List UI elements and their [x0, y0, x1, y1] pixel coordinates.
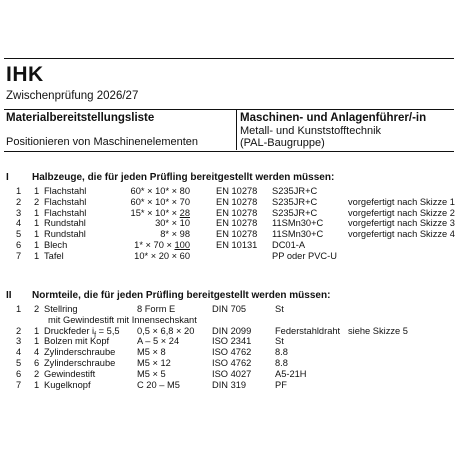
item-norm: EN 10278	[216, 229, 258, 240]
list-item	[0, 326, 458, 337]
item-name: Rundstahl	[44, 218, 86, 229]
ihk-logo: IHK	[6, 63, 44, 86]
item-quantity: 1	[34, 336, 40, 347]
item-note: vorgefertigt nach Skizze 2	[348, 207, 455, 218]
item-norm: ISO 2341	[212, 336, 252, 347]
item-name: Flachstahl	[44, 207, 87, 218]
item-dimensions	[134, 251, 190, 261]
item-dimensions: 0,5 × 6,8 × 20	[137, 325, 195, 336]
item-name-main: Druckfeder i	[44, 325, 95, 336]
job-title: Maschinen- und Anlagenführer/-in	[240, 112, 427, 124]
item-material: St	[275, 304, 284, 314]
list-item	[0, 229, 458, 240]
item-name: Stellring	[44, 304, 78, 314]
item-quantity: 1	[34, 379, 40, 390]
item-name-tail: = 5,5	[96, 325, 120, 336]
item-norm: DIN 2099	[212, 325, 252, 336]
dimension-length: 10	[179, 218, 190, 229]
list-item	[0, 240, 458, 251]
section-heading: Normteile, die für jeden Prüfling bereitgestellt werden müssen:	[32, 290, 331, 301]
section-2-header	[6, 290, 456, 304]
dimension-prefix: 30* ×	[155, 218, 180, 229]
dimension-prefix: 1* × 70 ×	[134, 239, 175, 250]
item-name: Zylinderschraube	[44, 347, 116, 358]
item-quantity: 1	[34, 207, 40, 218]
dimension-length: 100	[174, 239, 190, 250]
item-norm: EN 10278	[216, 207, 258, 218]
list-item	[0, 197, 458, 208]
item-position: 1	[16, 304, 22, 314]
item-norm: EN 10278	[216, 196, 258, 207]
dimension-prefix: 60* × 10* ×	[130, 186, 180, 196]
item-quantity: 1	[34, 250, 40, 261]
item-position: 6	[16, 239, 22, 250]
item-position: 2	[16, 325, 22, 336]
item-material: DC01-A	[272, 239, 306, 250]
item-note: vorgefertigt nach Skizze 4	[348, 229, 455, 240]
item-norm: ISO 4762	[212, 347, 252, 358]
item-name: Flachstahl	[44, 186, 87, 196]
item-dimensions	[131, 208, 190, 218]
dimension-length: 70	[179, 196, 190, 207]
list-item	[0, 304, 458, 315]
header-divider	[4, 109, 454, 110]
dimension-prefix: 15* × 10* ×	[130, 207, 180, 218]
item-material: 8.8	[275, 347, 288, 358]
item-name: Blech	[44, 239, 68, 250]
item-material: PP oder PVC-U	[272, 250, 337, 261]
job-line-1: Metall- und Kunststofftechnik	[240, 125, 382, 137]
list-item	[0, 315, 458, 326]
item-dimensions	[131, 186, 190, 196]
header-column-divider	[236, 109, 237, 150]
item-position: 2	[16, 196, 22, 207]
section-heading: Halbzeuge, die für jeden Prüfling bereitgestellt werden müssen:	[32, 172, 335, 183]
item-position: 6	[16, 368, 22, 379]
item-name: Zylinderschraube	[44, 357, 116, 368]
dimension-prefix: 8* ×	[160, 229, 180, 240]
item-position: 4	[16, 347, 22, 358]
item-material: S235JR+C	[272, 207, 318, 218]
item-position: 7	[16, 379, 22, 390]
item-quantity: 1	[34, 325, 40, 336]
item-dimensions: C 20 – M5	[137, 379, 180, 390]
item-dimensions: M5 × 12	[137, 357, 171, 368]
item-dimensions	[155, 218, 190, 228]
dimension-length: 98	[179, 229, 190, 240]
exam-title: Zwischenprüfung 2026/27	[6, 90, 139, 102]
item-position: 7	[16, 250, 22, 261]
list-item	[0, 336, 458, 347]
item-name: Flachstahl	[44, 196, 87, 207]
item-material: 11SMn30+C	[272, 229, 324, 240]
item-dimensions	[131, 197, 190, 207]
dimension-prefix: 60* × 10* ×	[130, 196, 180, 207]
item-material: A5-21H	[275, 368, 307, 379]
item-norm: ISO 4027	[212, 368, 252, 379]
item-quantity: 6	[34, 357, 40, 368]
list-item	[0, 186, 458, 197]
item-quantity: 2	[34, 368, 40, 379]
list-item	[0, 358, 458, 369]
item-dimensions: M5 × 8	[137, 347, 166, 358]
item-name: Rundstahl	[44, 229, 86, 240]
item-norm: DIN 705	[212, 304, 247, 314]
list-item	[0, 369, 458, 380]
item-name: mit Gewindestift mit Innensechskant	[48, 314, 197, 325]
item-dimensions: M5 × 5	[137, 368, 166, 379]
item-material: S235JR+C	[272, 196, 318, 207]
item-quantity: 4	[34, 347, 40, 358]
list-item	[0, 347, 458, 358]
item-note: vorgefertigt nach Skizze 1	[348, 196, 455, 207]
item-name-subscript: f	[94, 331, 97, 339]
list-item	[0, 380, 458, 391]
dimension-length: 60	[179, 250, 190, 261]
item-quantity: 1	[34, 239, 40, 250]
dimension-length: 80	[179, 186, 190, 196]
item-note: vorgefertigt nach Skizze 3	[348, 218, 455, 229]
item-name: Gewindestift	[44, 368, 96, 379]
item-note: siehe Skizze 5	[348, 325, 408, 336]
document-title: Materialbereitstellungsliste	[6, 112, 155, 124]
item-dimensions	[160, 229, 190, 239]
item-material: St	[275, 336, 284, 347]
item-position: 5	[16, 229, 22, 240]
job-line-2: (PAL-Baugruppe)	[240, 137, 325, 149]
list-item	[0, 208, 458, 219]
item-quantity: 2	[34, 304, 40, 314]
dimension-length: 28	[179, 207, 190, 218]
item-dimensions: A – 5 × 24	[137, 336, 180, 347]
item-position: 5	[16, 357, 22, 368]
section-number: I	[6, 172, 9, 183]
item-norm: ISO 4762	[212, 357, 252, 368]
section-1-header	[6, 172, 456, 186]
item-norm: DIN 319	[212, 379, 247, 390]
item-material: Federstahldraht	[275, 325, 341, 336]
list-item	[0, 251, 458, 262]
item-dimensions: 8 Form E	[137, 304, 176, 314]
section-2-list	[0, 304, 458, 390]
item-norm: EN 10278	[216, 186, 258, 196]
item-dimensions	[134, 240, 190, 250]
item-quantity: 1	[34, 218, 40, 229]
item-quantity: 2	[34, 196, 40, 207]
item-material: PF	[275, 379, 287, 390]
dimension-prefix: 10* × 20 ×	[134, 250, 180, 261]
item-name: Tafel	[44, 250, 64, 261]
item-position: 1	[16, 186, 22, 196]
item-material: 11SMn30+C	[272, 218, 324, 229]
item-name: Bolzen mit Kopf	[44, 336, 110, 347]
item-material: 8.8	[275, 357, 288, 368]
item-quantity: 1	[34, 229, 40, 240]
item-name: Kugelknopf	[44, 379, 91, 390]
document-subtitle: Positionieren von Maschinenelementen	[6, 136, 199, 148]
section-1-list	[0, 186, 458, 262]
item-quantity: 1	[34, 186, 40, 196]
item-material: S235JR+C	[272, 186, 318, 196]
item-norm: EN 10278	[216, 218, 258, 229]
item-position: 3	[16, 336, 22, 347]
item-position: 4	[16, 218, 22, 229]
item-norm: EN 10131	[216, 239, 258, 250]
section-number: II	[6, 290, 12, 301]
list-item	[0, 218, 458, 229]
item-position: 3	[16, 207, 22, 218]
